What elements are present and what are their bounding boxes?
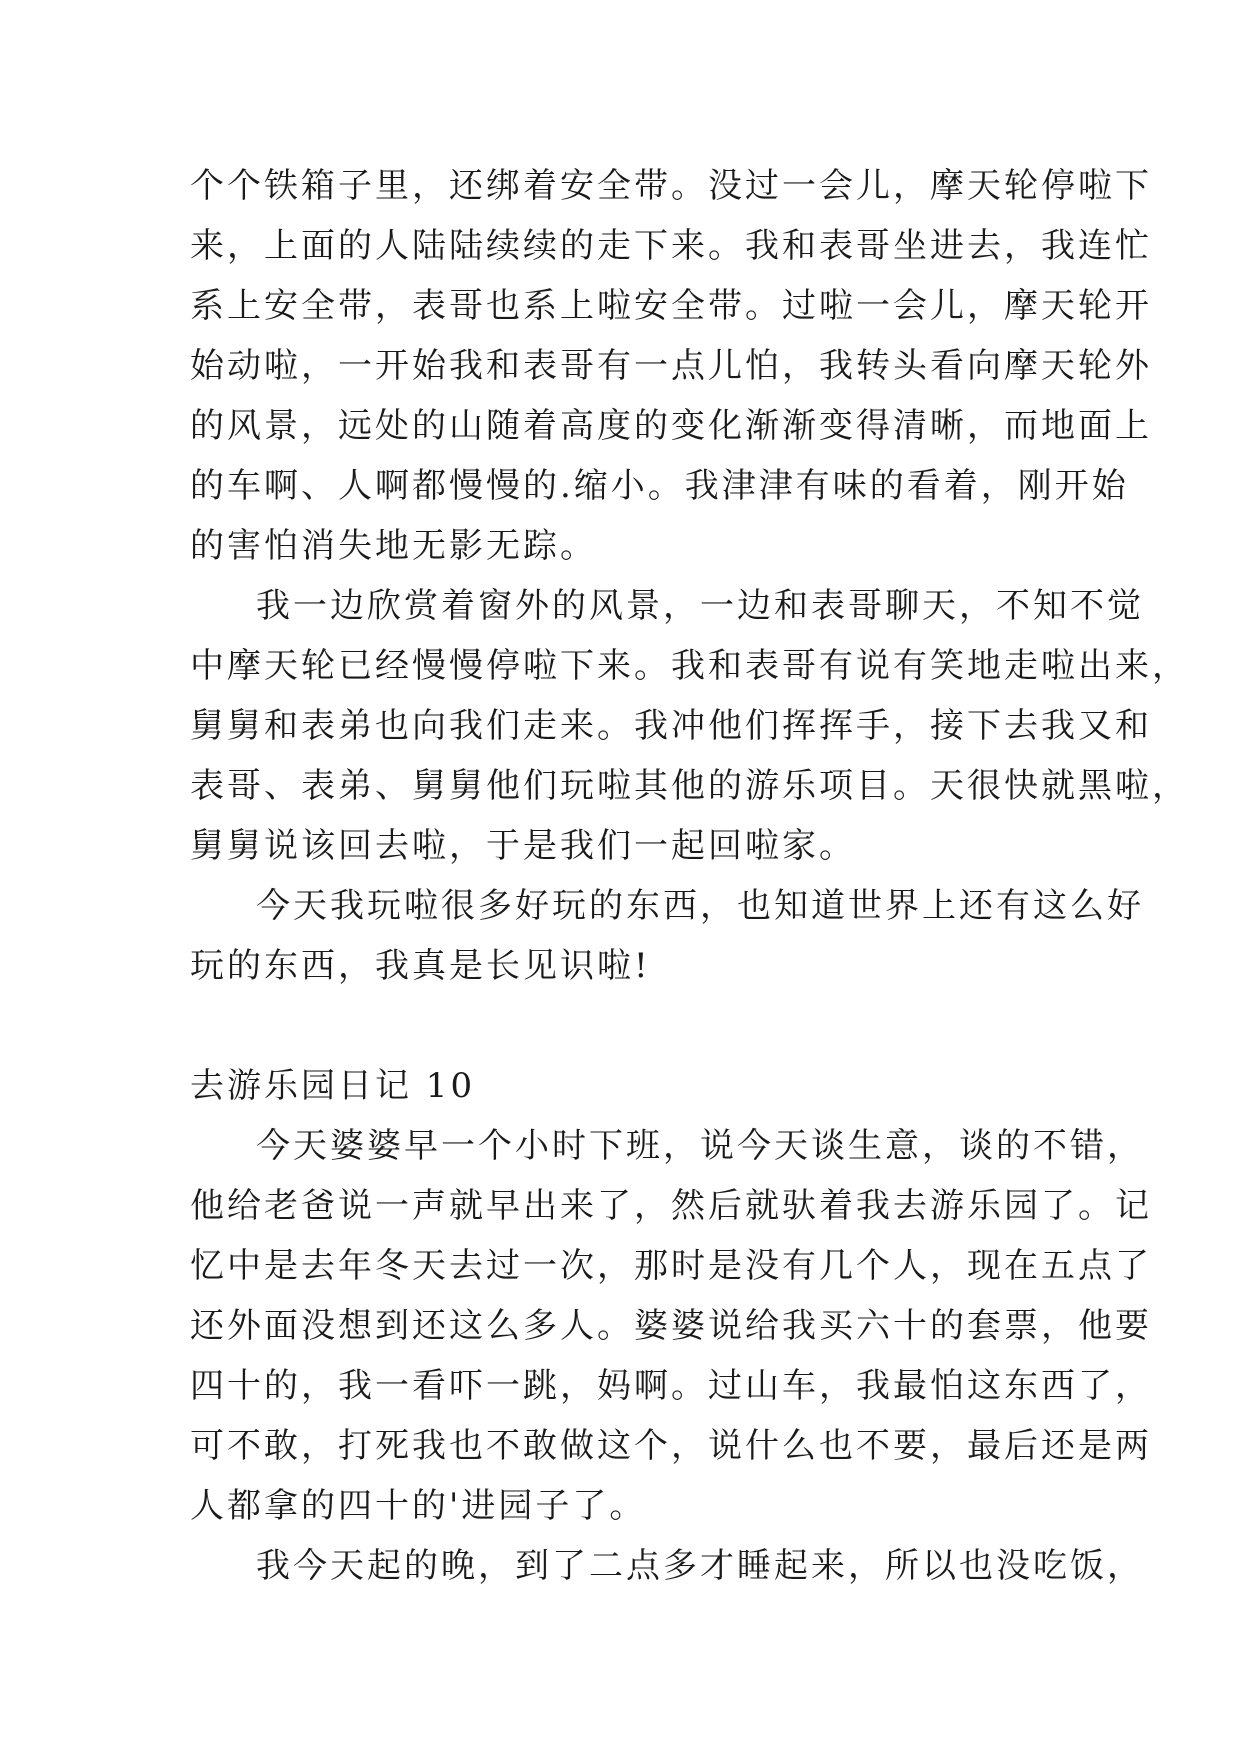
paragraph xyxy=(190,876,1144,996)
text-line: 舅舅说该回去啦，于是我们一起回啦家。 xyxy=(190,826,856,866)
section-gap xyxy=(190,996,1050,1056)
text-line: 舅舅和表弟也向我们走来。我冲他们挥挥手，接下去我又和 xyxy=(190,706,1152,746)
text-line: 还外面没想到还这么多人。婆婆说给我买六十的套票，他要 xyxy=(190,1306,1152,1346)
paragraph xyxy=(190,1536,1144,1596)
text-line: 玩的东西，我真是长见识啦! xyxy=(190,946,651,986)
text-line: 我一边欣赏着窗外的风景，一边和表哥聊天，不知不觉 xyxy=(256,586,1144,626)
text-line: 可不敢，打死我也不敢做这个，说什么也不要，最后还是两 xyxy=(190,1426,1152,1466)
text-line: 我今天起的晚，到了二点多才睡起来，所以也没吃饭， xyxy=(256,1546,1144,1586)
text-line: 的风景，远处的山随着高度的变化渐渐变得清晰，而地面上 xyxy=(190,406,1152,446)
text-line: 忆中是去年冬天去过一次，那时是没有几个人，现在五点了 xyxy=(190,1246,1152,1286)
text-line: 系上安全带，表哥也系上啦安全带。过啦一会儿，摩天轮开 xyxy=(190,286,1152,326)
text-line: 四十的，我一看吓一跳，妈啊。过山车，我最怕这东西了， xyxy=(190,1366,1152,1406)
text-line: 他给老爸说一声就早出来了，然后就驮着我去游乐园了。记 xyxy=(190,1186,1152,1226)
text-line: 始动啦，一开始我和表哥有一点儿怕，我转头看向摩天轮外 xyxy=(190,346,1152,386)
paragraph xyxy=(190,156,1152,576)
text-line: 今天婆婆早一个小时下班，说今天谈生意，谈的不错， xyxy=(256,1126,1144,1166)
entry-title: 去游乐园日记 10 xyxy=(190,1066,476,1106)
document-body xyxy=(190,156,1189,1596)
paragraph xyxy=(190,1116,1152,1536)
paragraph xyxy=(190,576,1189,876)
text-line: 的害怕消失地无影无踪。 xyxy=(190,526,597,566)
text-line: 来，上面的人陆陆续续的走下来。我和表哥坐进去，我连忙 xyxy=(190,226,1152,266)
text-line: 人都拿的四十的'进园子了。 xyxy=(190,1486,647,1526)
text-line: 个个铁箱子里，还绑着安全带。没过一会儿，摩天轮停啦下 xyxy=(190,166,1152,206)
text-line: 表哥、表弟、舅舅他们玩啦其他的游乐项目。天很快就黑啦， xyxy=(190,766,1189,806)
text-line: 今天我玩啦很多好玩的东西，也知道世界上还有这么好 xyxy=(256,886,1144,926)
text-line: 中摩天轮已经慢慢停啦下来。我和表哥有说有笑地走啦出来， xyxy=(190,646,1189,686)
text-line: 的车啊、人啊都慢慢的.缩小。我津津有味的看着，刚开始 xyxy=(190,466,1129,506)
